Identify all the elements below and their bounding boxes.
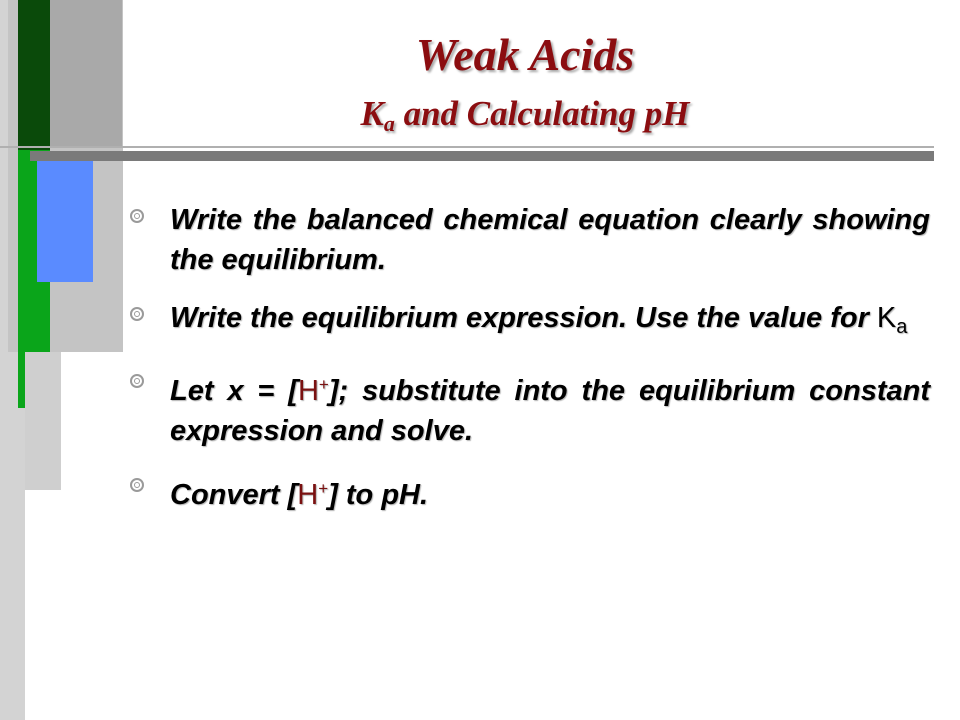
h-charge: + [318,375,329,394]
bullet-text [170,469,930,515]
bullet-text [170,298,930,347]
bullet-text-pre: Convert [ [170,479,298,511]
circle-bullet-icon [130,478,144,492]
bullet-text-main: Write the equilibrium expression. Use the value for [170,302,877,334]
h-letter: H [297,479,319,511]
bullet-text-post: ]; substitute into the equilibrium constant expression and solve. [170,375,930,447]
subtitle-rest: and Calculating pH [394,94,690,133]
title-rule-thin [0,146,934,148]
bullet-text-post: ] to pH. [328,479,429,511]
slide-title: Weak Acids [415,29,635,80]
title-rule-thick [30,151,934,161]
bullet-text [170,365,930,451]
ka-subscript: a [896,316,908,338]
decor-bar-blue [37,160,93,282]
decor-bar-dark-green [18,0,50,150]
circle-bullet-icon [130,307,144,321]
bullet-item [130,200,930,280]
ka-symbol: K [876,302,897,334]
bullet-item [130,365,930,451]
subtitle-k: K [360,94,384,133]
circle-bullet-icon [130,374,144,388]
decor-bar-gray-light [50,0,122,148]
bullet-text: Write the balanced chemical equation clearly showing the equilibrium. [170,204,930,276]
h-ion-symbol [297,479,328,511]
bullet-list [130,200,930,533]
h-charge: + [318,479,329,498]
subtitle-k-subscript: a [383,111,395,136]
bullet-text-pre: Let x = [ [170,375,298,407]
decor-bar-gray-low [25,352,61,490]
bullet-item [130,469,930,515]
h-ion-symbol [298,375,329,407]
bullet-item [130,298,930,347]
circle-bullet-icon [130,209,144,223]
h-letter: H [297,375,319,407]
slide-subtitle [130,94,920,137]
